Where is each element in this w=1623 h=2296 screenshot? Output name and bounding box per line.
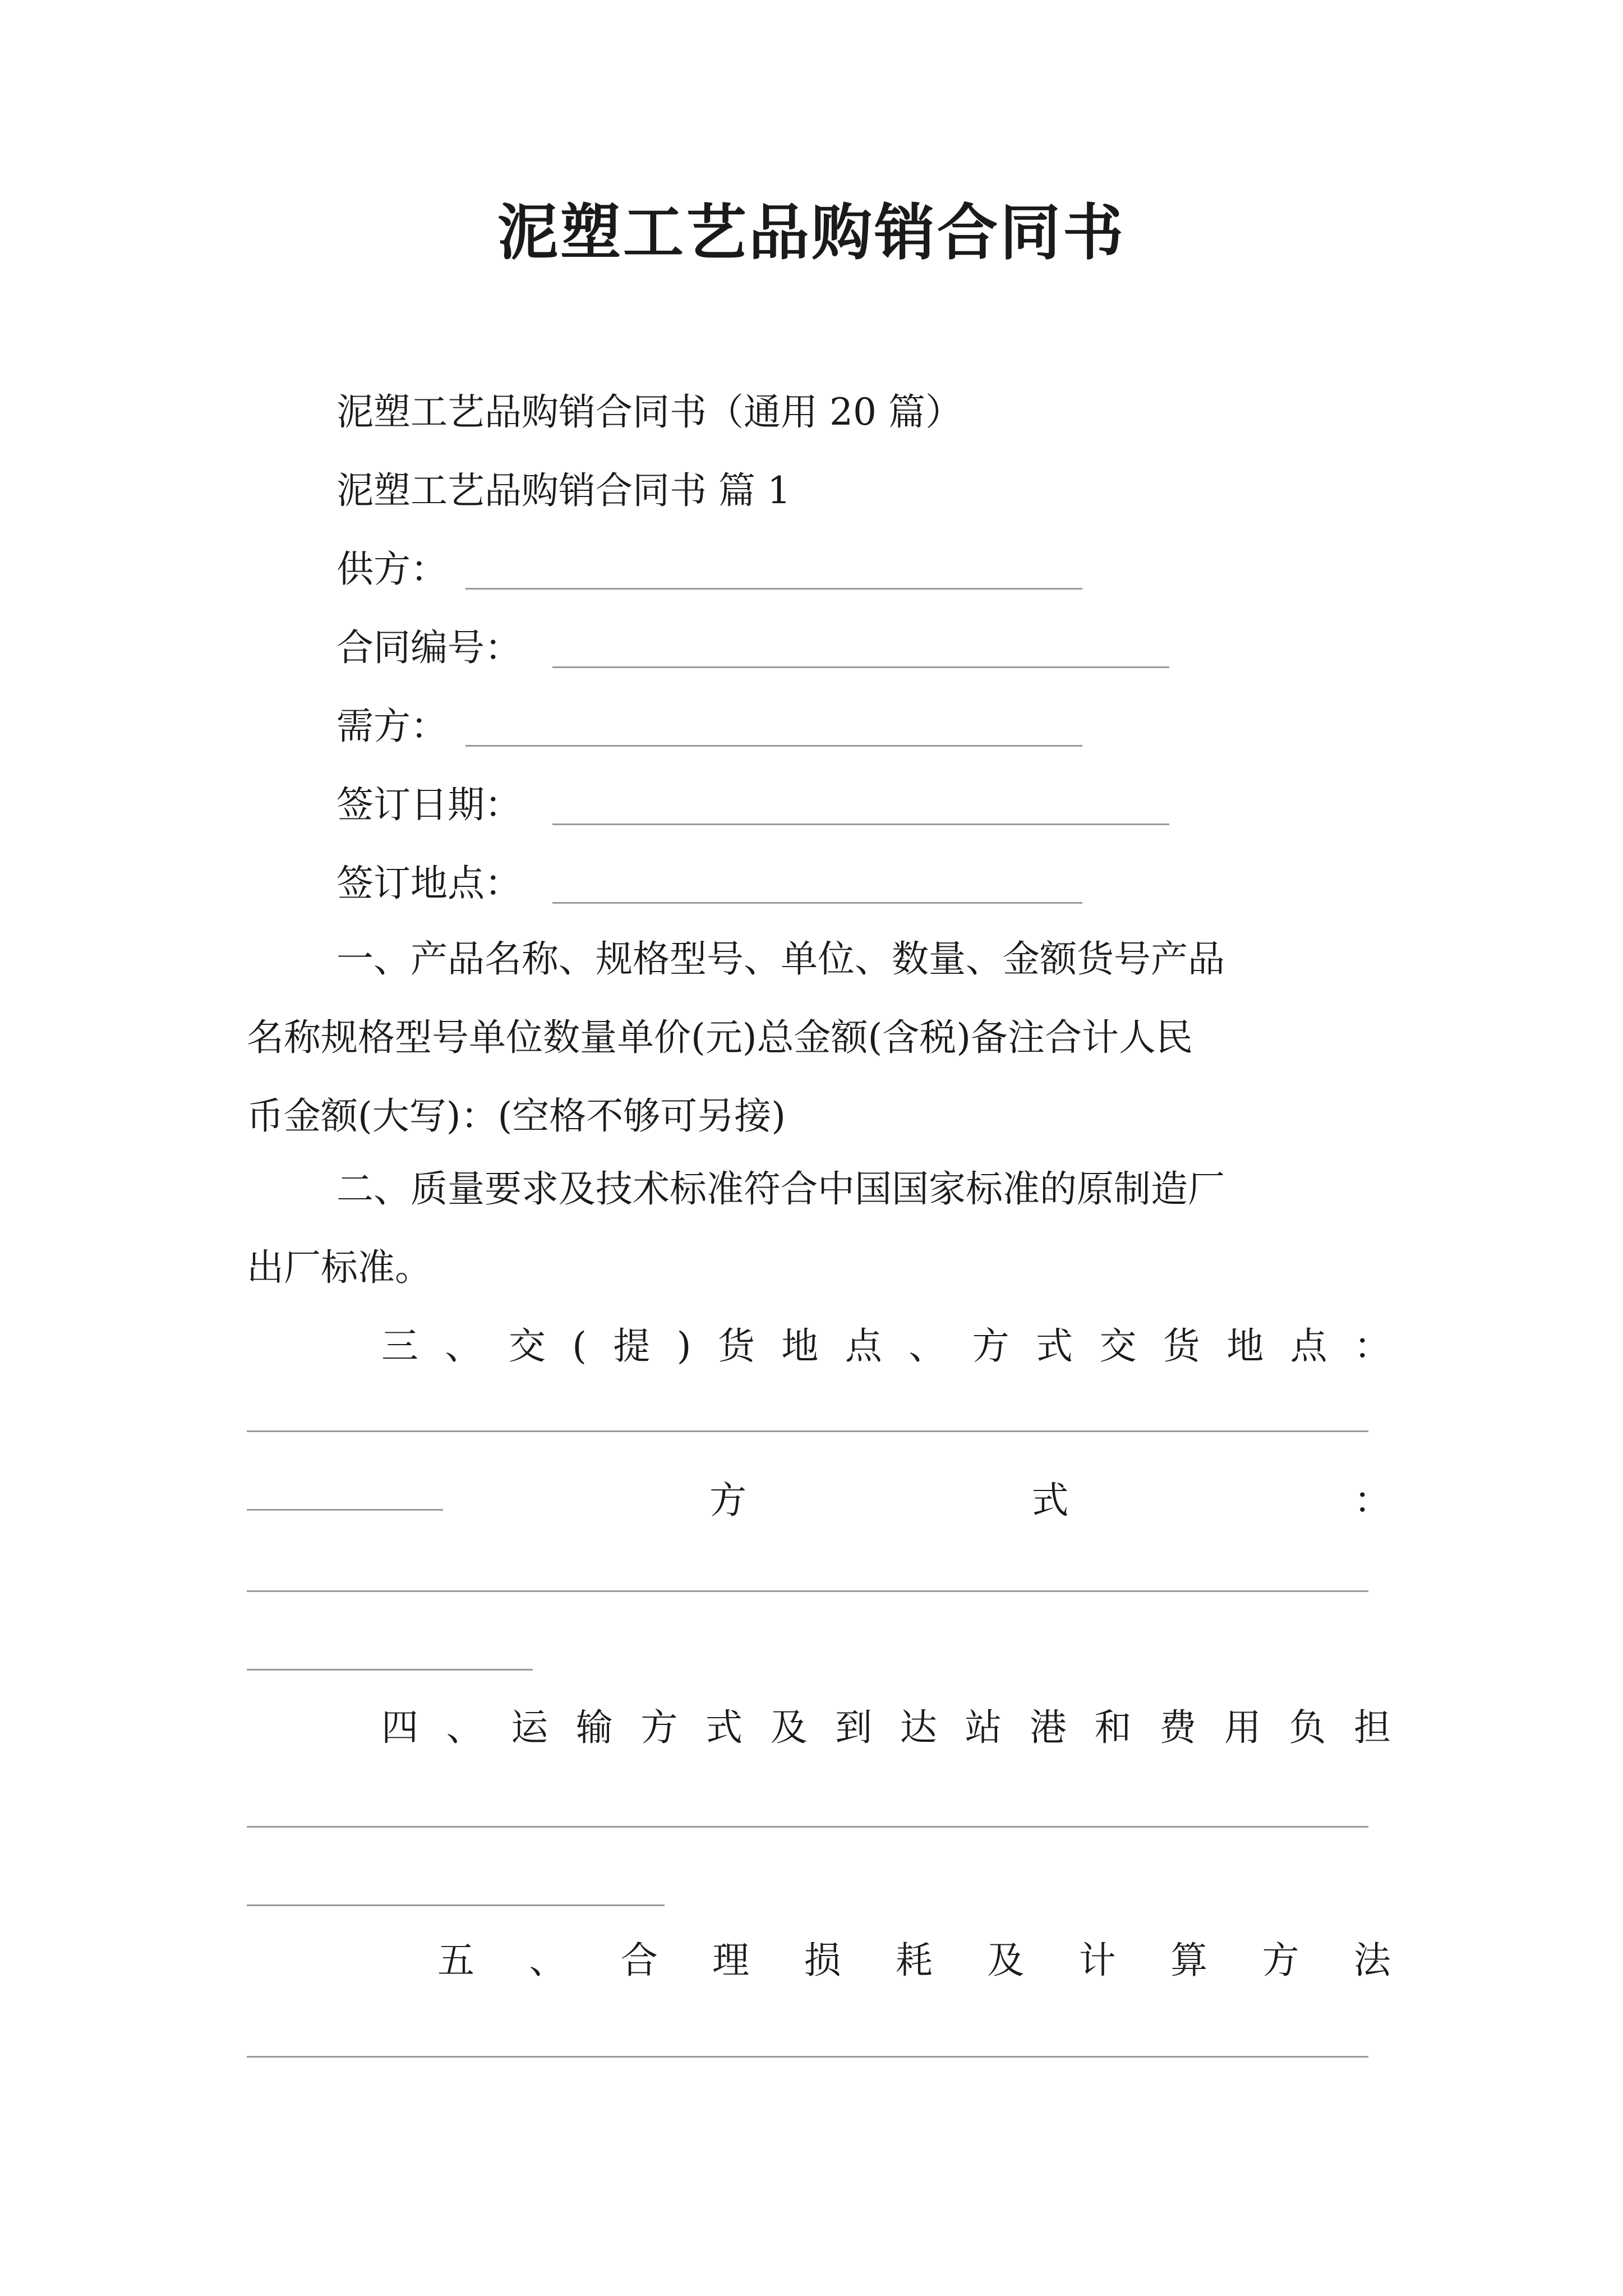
clause1-line2: 名称规格型号单位数量单价(元)总金额(含税)备注合计人民 [247,1016,1193,1059]
clause5-heading: 五 、 合 理 损 耗 及 计 算 方 法 [437,1939,1391,1982]
supplier-label: 供方： [336,547,448,591]
clause4-blank-line-end [247,1904,665,1906]
clause2-line1: 二、质量要求及技术标准符合中国国家标准的原制造厂 [336,1167,1225,1211]
clause3-heading: 三 、 交 ( 提 ) 货 地 点 、 方 式 交 货 地 点 ： [381,1324,1391,1368]
buyer-label: 需方： [336,705,448,748]
sign-date-blank-line [552,823,1169,825]
clause1-line1: 一、产品名称、规格型号、单位、数量、金额货号产品 [336,937,1225,981]
section-heading: 泥塑工艺品购销合同书 篇 1 [336,469,791,512]
sign-place-blank-line [552,902,1082,904]
contract-no-label: 合同编号： [336,626,522,669]
clause1-line3: 币金额(大写)：(空格不够可另接) [247,1094,786,1138]
sign-place-label: 签订地点： [336,862,522,905]
clause3-place-blank-line-end [247,1509,443,1511]
clause3-method-blank-line-end [247,1669,533,1671]
clause3-method-blank-line [247,1590,1368,1592]
supplier-blank-line [465,588,1082,590]
sign-date-label: 签订日期： [336,783,522,826]
clause4-heading: 四 、 运 输 方 式 及 到 达 站 港 和 费 用 负 担 [381,1706,1391,1749]
clause2-line2: 出厂标准。 [247,1246,432,1289]
document-title: 泥塑工艺品购销合同书 [497,197,1126,268]
buyer-blank-line [465,745,1082,747]
clause4-blank-line [247,1826,1368,1828]
clause3-method-label: 方 式 ： [709,1479,1391,1522]
clause5-blank-line [247,2056,1368,2058]
document-subtitle: 泥塑工艺品购销合同书（通用 20 篇） [336,390,962,434]
clause3-place-blank-line [247,1430,1368,1432]
contract-no-blank-line [552,666,1169,668]
